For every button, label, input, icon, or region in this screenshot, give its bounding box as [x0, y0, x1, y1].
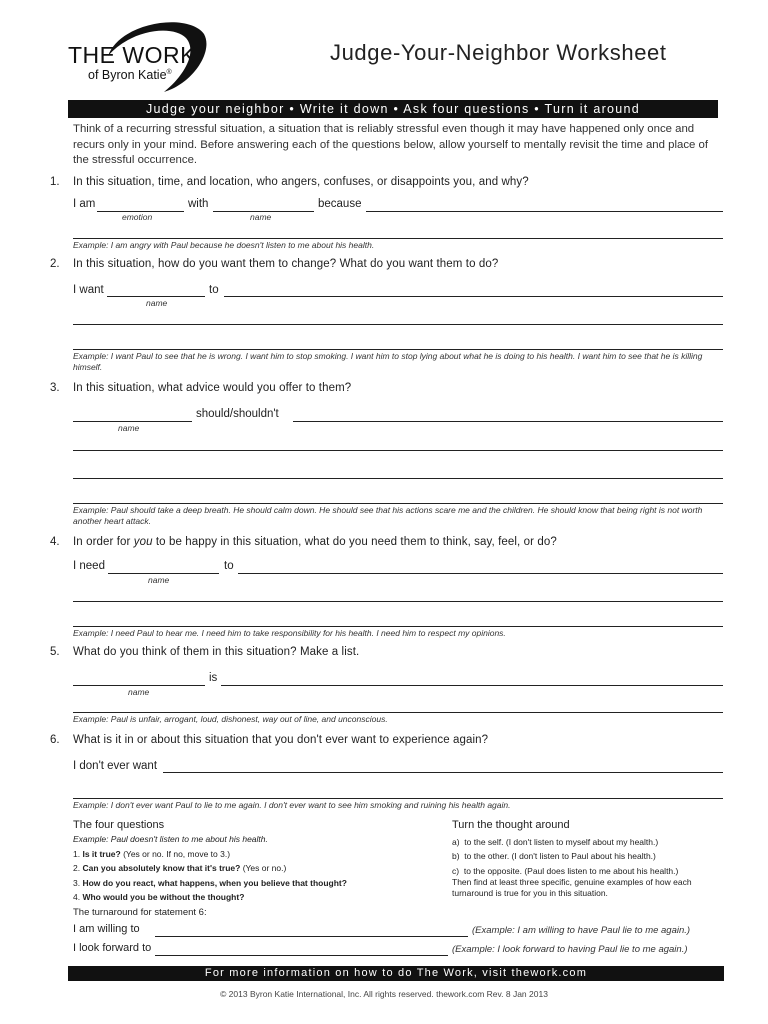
copyright: © 2013 Byron Katie International, Inc. All rights reserved. thework.com Rev. 8 Jan 2013	[220, 989, 548, 999]
q3-answer-line-3[interactable]	[73, 503, 723, 504]
turnaround-item-b: b) to the other. (I don't listen to Paul about his health.)	[452, 851, 656, 862]
turnaround-note: Then find at least three specific, genuine examples of how each turnaround is true for you in this situation.	[452, 877, 692, 898]
logo-subtext: of Byron Katie®	[88, 68, 172, 82]
question-4-text: In order for you to be happy in this situation, what do you need them to think, say, feel, or do?	[73, 536, 557, 548]
forward-field[interactable]	[155, 955, 448, 956]
four-question-item-4: 4. Who would you be without the thought?	[73, 892, 245, 903]
logo-text: THE WORK	[68, 42, 196, 68]
four-question-item-1: 1. Is it true? (Yes or no. If no, move to 3.)	[73, 849, 231, 859]
question-2-text: In this situation, how do you want them to change? What do you want them to do?	[73, 258, 499, 270]
q3-should-label: should/shouldn't	[196, 408, 279, 420]
q1-example: Example: I am angry with Paul because he doesn't listen to me about his health.	[73, 240, 375, 250]
forward-label: I look forward to	[73, 942, 152, 954]
four-questions-list	[73, 847, 433, 905]
q4-answer-line-1[interactable]	[73, 601, 723, 602]
four-questions-example: Example: Paul doesn't listen to me about his health.	[73, 834, 268, 844]
four-question-item-3: 3. How do you react, what happens, when you believe that thought?	[73, 877, 347, 888]
q5-name-label: name	[128, 687, 150, 697]
question-4-number: 4.	[50, 536, 60, 548]
question-1-number: 1.	[50, 176, 60, 188]
q3-should-field[interactable]	[293, 421, 723, 422]
four-questions-heading: The four questions	[73, 819, 165, 831]
q2-name-field[interactable]	[107, 296, 205, 297]
q6-example: Example: I don't ever want Paul to lie to me again. I don't ever want to see him smoking and ruining his health again.	[73, 800, 511, 810]
q4-i-need-label: I need	[73, 560, 105, 572]
turnaround-item-a: a) to the self. (I don't listen to myself about my health.)	[452, 837, 659, 847]
q1-name-label: name	[250, 212, 272, 222]
page-title: Judge-Your-Neighbor Worksheet	[330, 40, 667, 65]
q3-name-field[interactable]	[73, 421, 192, 422]
q6-answer-line[interactable]	[73, 798, 723, 799]
q2-i-want-label: I want	[73, 284, 104, 296]
q4-name-field[interactable]	[108, 573, 219, 574]
q1-because-label: because	[318, 198, 362, 210]
question-2-number: 2.	[50, 258, 60, 270]
q1-answer-line[interactable]	[73, 238, 723, 239]
q1-with-label: with	[188, 198, 209, 210]
four-question-item-2: 2. Can you absolutely know that it's true? (Yes or no.)	[73, 863, 287, 874]
q2-example: Example: I want Paul to see that he is wrong. I want him to stop smoking. I want him to stop lying about what he is doing to his health. I want him to see that he is killing himself.	[73, 351, 703, 372]
willing-field[interactable]	[155, 936, 468, 937]
q5-example: Example: Paul is unfair, arrogant, loud, dishonest, way out of line, and unconscious.	[73, 714, 388, 724]
question-1-text: In this situation, time, and location, who angers, confuses, or disappoints you, and why?	[73, 176, 529, 188]
q3-answer-line-1[interactable]	[73, 450, 723, 451]
turnaround-list	[452, 835, 724, 878]
q4-answer-line-2[interactable]	[73, 626, 723, 627]
q2-to-label: to	[209, 284, 219, 296]
q3-name-label: name	[118, 423, 140, 433]
q4-example: Example: I need Paul to hear me. I need him to take responsibility for his health. I need him to respect my opinions.	[73, 628, 506, 638]
q5-is-field[interactable]	[221, 685, 723, 686]
question-3-text: In this situation, what advice would you offer to them?	[73, 382, 352, 394]
q4-to-field[interactable]	[238, 573, 723, 574]
q6-dont-label: I don't ever want	[73, 760, 158, 772]
q2-answer-line-1[interactable]	[73, 324, 723, 325]
q5-is-label: is	[209, 672, 218, 684]
willing-example: (Example: I am willing to have Paul lie to me again.)	[472, 925, 691, 936]
question-5-text: What do you think of them in this situation? Make a list.	[73, 646, 360, 658]
footer-banner: For more information on how to do The Work, visit thework.com	[68, 966, 724, 981]
question-3-number: 3.	[50, 382, 60, 394]
q3-answer-line-2[interactable]	[73, 478, 723, 479]
q1-because-field[interactable]	[366, 211, 723, 212]
question-5-number: 5.	[50, 646, 60, 658]
q5-answer-line[interactable]	[73, 712, 723, 713]
q2-answer-line-2[interactable]	[73, 349, 723, 350]
q6-dont-field[interactable]	[163, 772, 723, 773]
question-6-text: What is it in or about this situation that you don't ever want to experience again?	[73, 734, 489, 746]
forward-example: (Example: I look forward to having Paul lie to me again.)	[452, 944, 688, 955]
q3-example: Example: Paul should take a deep breath. He should calm down. He should see that his actions scare me and the children. He should know that being right is not worth another heart attack.	[73, 505, 703, 526]
statement6-heading: The turnaround for statement 6:	[73, 907, 207, 918]
willing-label: I am willing to	[73, 923, 140, 935]
turnaround-item-c: c) to the opposite. (Paul does listen to me about his health.)	[452, 865, 679, 876]
turnaround-heading: Turn the thought around	[452, 819, 570, 831]
header-banner: Judge your neighbor • Write it down • Ask four questions • Turn it around	[68, 100, 718, 118]
q4-name-label: name	[148, 575, 170, 585]
q5-name-field[interactable]	[73, 685, 205, 686]
intro-paragraph: Think of a recurring stressful situation, a situation that is reliably stressful even though it may have happened only once and recurs only in your mind. Before answering each of the questions below, allow yourself to mentally revisit the time and place of the stressful occurrence.	[73, 123, 709, 166]
q1-i-am-label: I am	[73, 198, 96, 210]
q2-name-label: name	[146, 298, 168, 308]
q2-to-field[interactable]	[224, 296, 723, 297]
q4-to-label: to	[224, 560, 234, 572]
question-6-number: 6.	[50, 734, 60, 746]
q1-emotion-label: emotion	[122, 212, 153, 222]
